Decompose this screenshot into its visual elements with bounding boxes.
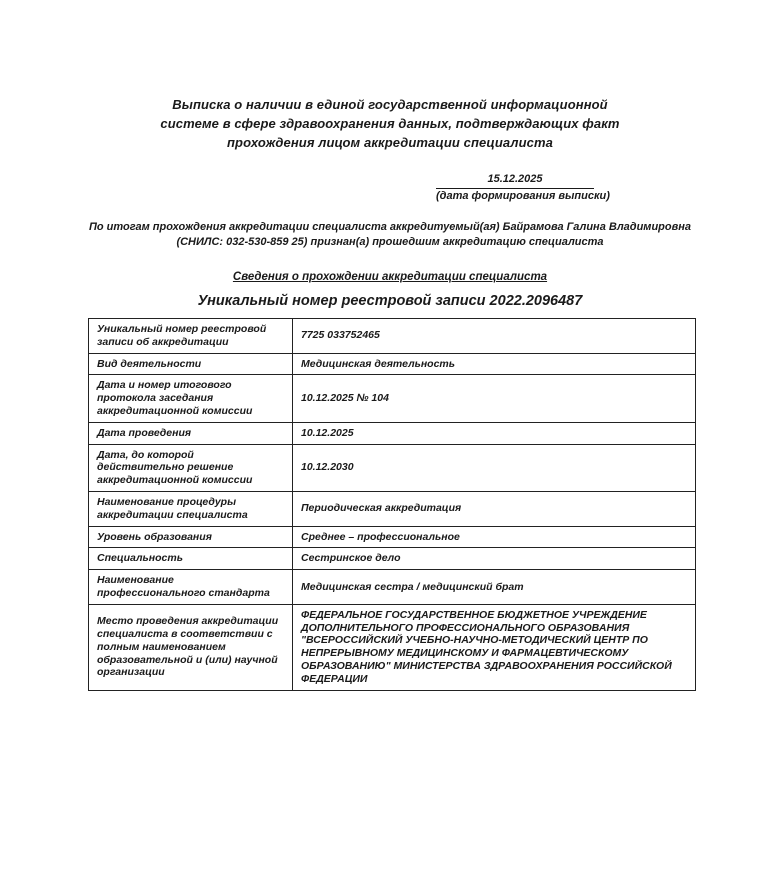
row-label-cell: Наименование профессионального стандарта — [89, 570, 293, 605]
table-row — [89, 491, 696, 526]
row-value-cell: Периодическая аккредитация — [293, 491, 696, 526]
table-row — [89, 570, 696, 605]
table-row — [89, 604, 696, 690]
row-label-cell: Место проведения аккредитации специалиста в соответствии с полным наименованием образовательной и (или) научной организации — [89, 604, 293, 690]
row-value-cell: 10.12.2025 № 104 — [293, 375, 696, 422]
row-value-cell: Среднее – профессиональное — [293, 526, 696, 548]
row-label-cell: Дата, до которой действительно решение аккредитационной комиссии — [89, 444, 293, 491]
table-row — [89, 444, 696, 491]
registry-record-heading: Уникальный номер реестровой записи 2022.2096487 — [197, 293, 583, 309]
table-row — [89, 422, 696, 444]
issue-date-block — [436, 173, 610, 203]
row-label-cell: Вид деятельности — [89, 353, 293, 375]
document-title-line: системе в сфере здравоохранения данных, подтверждающих факт — [160, 116, 620, 131]
intro-paragraph: По итогам прохождения аккредитации специалиста аккредитуемый(ая) Байрамова Галина Владимировна (СНИЛС: 032-530-859 25) признан(а) прошедшим аккредитацию специалиста — [88, 221, 692, 248]
row-value-cell: Медицинская сестра / медицинский брат — [293, 570, 696, 605]
row-value-cell: 7725 033752465 — [293, 319, 696, 354]
document-title-line: прохождения лицом аккредитации специалиста — [227, 135, 553, 150]
row-label-cell: Уникальный номер реестровой записи об аккредитации — [89, 319, 293, 354]
row-value-cell: 10.12.2030 — [293, 444, 696, 491]
row-label-cell: Уровень образования — [89, 526, 293, 548]
row-label-cell: Специальность — [89, 548, 293, 570]
table-row — [89, 375, 696, 422]
accreditation-table — [88, 318, 696, 691]
row-value-cell: 10.12.2025 — [293, 422, 696, 444]
issue-date-caption: (дата формирования выписки) — [436, 190, 610, 202]
section-heading: Сведения о прохождении аккредитации специалиста — [232, 271, 548, 283]
row-value-cell: Медицинская деятельность — [293, 353, 696, 375]
table-row — [89, 526, 696, 548]
row-value-cell: ФЕДЕРАЛЬНОЕ ГОСУДАРСТВЕННОЕ БЮДЖЕТНОЕ УЧРЕЖДЕНИЕ ДОПОЛНИТЕЛЬНОГО ПРОФЕССИОНАЛЬНОГО ОБРАЗОВАНИЯ "ВСЕРОССИЙСКИЙ УЧЕБНО-НАУЧНО-МЕТОДИЧЕСКИЙ ЦЕНТР ПО НЕПРЕРЫВНОМУ МЕДИЦИНСКОМУ И ФАРМАЦЕВТИЧЕСКОМУ ОБРАЗОВАНИЮ" МИНИСТЕРСТВА ЗДРАВООХРАНЕНИЯ РОССИЙСКОЙ ФЕДЕРАЦИИ — [293, 604, 696, 690]
row-label-cell: Наименование процедуры аккредитации специалиста — [89, 491, 293, 526]
issue-date-value: 15.12.2025 — [436, 173, 594, 189]
document-title-line: Выписка о наличии в единой государственной информационной — [172, 97, 608, 112]
row-label-cell: Дата проведения — [89, 422, 293, 444]
table-row — [89, 548, 696, 570]
table-row — [89, 353, 696, 375]
row-label-cell: Дата и номер итогового протокола заседания аккредитационной комиссии — [89, 375, 293, 422]
document-title — [0, 95, 780, 152]
table-row — [89, 319, 696, 354]
row-value-cell: Сестринское дело — [293, 548, 696, 570]
